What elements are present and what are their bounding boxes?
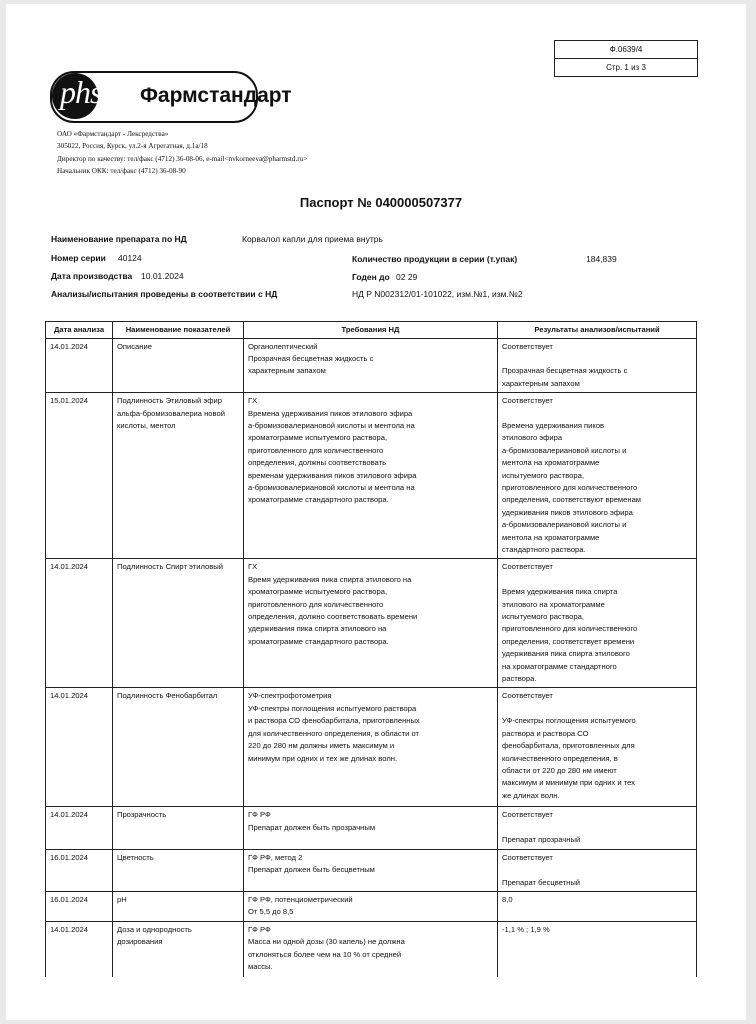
requirement-line: ГФ РФ bbox=[248, 924, 271, 934]
form-code: Ф.0639/4 bbox=[609, 45, 643, 54]
requirement-line: минимум при одних и тех же длинах волн. bbox=[248, 753, 398, 763]
result-line bbox=[502, 353, 692, 365]
requirement-line: Масса ни одной дозы (30 капель) не должна bbox=[248, 937, 405, 947]
results-cell bbox=[498, 338, 697, 393]
requirements-cell bbox=[244, 807, 498, 849]
result-line: Препарат бесцветный bbox=[502, 877, 581, 887]
indicator-name: Подлинность Фенобарбитал bbox=[113, 688, 244, 807]
requirement-line: хроматограмме стандартного раствора. bbox=[248, 636, 389, 646]
requirement-line: удерживания пика спирта этилового на bbox=[248, 624, 387, 634]
drug-name-label: Наименование препарата по НД bbox=[51, 234, 187, 244]
requirement-line: отклоняться более чем на 10 % от средней bbox=[248, 949, 402, 959]
result-line: максимум и минимум при одних и тех bbox=[502, 778, 635, 788]
requirement-line: массы. bbox=[248, 961, 273, 971]
requirement-line: а-бромизовалериановой кислоты и ментола на bbox=[248, 482, 415, 492]
pharmstandard-logo bbox=[50, 71, 292, 123]
table-row bbox=[46, 807, 697, 849]
result-line: ментола на хроматограмме bbox=[502, 532, 600, 542]
indicator-name: Подлинность Этиловый эфир альфа-бромизовалериа новой кислоты, ментол bbox=[113, 393, 244, 559]
requirement-line: хроматограмме испытуемого раствора, bbox=[248, 587, 388, 597]
requirement-line: характерным запахом bbox=[248, 366, 326, 376]
table-row bbox=[46, 849, 697, 891]
results-cell bbox=[498, 559, 697, 688]
tests-basis-label: Анализы/испытания проведены в соответствии с НД bbox=[51, 289, 278, 299]
document-page bbox=[6, 4, 746, 1020]
production-date-label: Дата производства bbox=[51, 271, 133, 281]
result-line: испытуемого раствора, bbox=[502, 612, 584, 622]
results-cell bbox=[498, 921, 697, 977]
table-header-row bbox=[46, 322, 697, 339]
tests-basis-value: НД Р N002312/01-101022, изм.№1, изм.№2 bbox=[352, 289, 523, 299]
result-line: Соответствует bbox=[502, 341, 553, 351]
requirement-line: 220 до 280 нм должны иметь максимум и bbox=[248, 741, 395, 751]
company-address: 305022, Россия, Курск, ул.2-я Агрегатная, д.1а/18 bbox=[57, 142, 208, 151]
result-line: УФ-спектры поглощения испытуемого bbox=[502, 716, 636, 726]
analysis-date: 16.01.2024 bbox=[46, 891, 113, 921]
result-line bbox=[502, 408, 692, 420]
result-line: а-бромизовалериановой кислоты и bbox=[502, 445, 627, 455]
requirement-line: приготовленного для количественного bbox=[248, 445, 384, 455]
header-requirements: Требования НД bbox=[244, 322, 498, 339]
expiry-label: Годен до bbox=[352, 272, 390, 282]
result-line bbox=[502, 864, 692, 876]
result-line: Время удерживания пика спирта bbox=[502, 587, 618, 597]
table-row bbox=[46, 559, 697, 688]
production-date-value: 10.01.2024 bbox=[141, 271, 184, 281]
result-line: определения, соответствует времени bbox=[502, 636, 635, 646]
page-counter: Стр. 1 из 3 bbox=[555, 58, 697, 76]
quantity-label: Количество продукции в серии (т.упак) bbox=[352, 254, 518, 264]
result-line: ментола на хроматограмме bbox=[502, 458, 600, 468]
requirement-line: Прозрачная бесцветная жидкость с bbox=[248, 353, 374, 363]
company-name: ОАО «Фармстандарт - Лексредства» bbox=[57, 130, 169, 138]
results-cell bbox=[498, 688, 697, 807]
requirement-line: определения, должны соответствовать bbox=[248, 458, 387, 468]
requirement-line: УФ-спектрофотометрия bbox=[248, 691, 332, 701]
series-value: 40124 bbox=[118, 253, 142, 263]
result-line: Соответствует bbox=[502, 810, 553, 820]
result-line: на хроматограмме стандартного bbox=[502, 661, 617, 671]
requirement-line: а-бромизовалериановой кислоты и ментола на bbox=[248, 420, 415, 430]
header-results: Результаты анализов/испытаний bbox=[498, 322, 697, 339]
result-line: приготовленного для количественного bbox=[502, 482, 638, 492]
header-indicator: Наименование показателей bbox=[113, 322, 244, 339]
result-line: Соответствует bbox=[502, 396, 553, 406]
results-cell bbox=[498, 891, 697, 921]
result-line: характерным запахом bbox=[502, 378, 580, 388]
result-line: раствора. bbox=[502, 674, 537, 684]
requirement-line: и раствора СО фенобарбитала, приготовленных bbox=[248, 716, 420, 726]
indicator-name: Доза и однородность дозирования bbox=[113, 921, 244, 977]
results-cell bbox=[498, 393, 697, 559]
result-line: же длинах волн. bbox=[502, 790, 560, 800]
table-body bbox=[46, 338, 697, 977]
result-line: раствора и раствора СО bbox=[502, 728, 589, 738]
logo-initials: phs bbox=[60, 74, 102, 110]
result-line: Соответствует bbox=[502, 691, 553, 701]
requirement-line: УФ-спектры поглощения испытуемого раствора bbox=[248, 703, 417, 713]
requirement-line: хроматограмме стандартного раствора. bbox=[248, 495, 389, 505]
requirements-cell bbox=[244, 559, 498, 688]
table-row bbox=[46, 338, 697, 393]
result-line bbox=[502, 703, 692, 715]
form-number-box bbox=[554, 40, 698, 77]
result-line: а-бромизовалериановой кислоты и bbox=[502, 520, 627, 530]
result-line: 8,0 bbox=[502, 894, 513, 904]
table-row bbox=[46, 688, 697, 807]
logo-name: Фармстандарт bbox=[140, 84, 292, 107]
requirement-line: ГХ bbox=[248, 562, 258, 572]
expiry-value: 02 29 bbox=[396, 272, 418, 282]
requirement-line: ГХ bbox=[248, 396, 258, 406]
indicator-name: Описание bbox=[113, 338, 244, 393]
result-line: стандартного раствора. bbox=[502, 545, 586, 554]
result-line bbox=[502, 574, 692, 586]
requirement-line: ГФ РФ, потенциометрический bbox=[248, 894, 353, 904]
analysis-date: 14.01.2024 bbox=[46, 807, 113, 849]
result-line bbox=[502, 822, 692, 834]
analysis-table bbox=[45, 321, 697, 977]
result-line: Времена удерживания пиков bbox=[502, 420, 605, 430]
requirements-cell bbox=[244, 891, 498, 921]
result-line: фенобарбитала, приготовленных для bbox=[502, 741, 635, 751]
requirement-line: Препарат должен быть прозрачным bbox=[248, 822, 376, 832]
indicator-name: Цветность bbox=[113, 849, 244, 891]
result-line: Соответствует bbox=[502, 562, 553, 572]
drug-name-value: Корвалол капли для приема внутрь bbox=[242, 234, 383, 244]
analysis-date: 14.01.2024 bbox=[46, 921, 113, 977]
table-row bbox=[46, 393, 697, 559]
requirement-line: ГФ РФ bbox=[248, 810, 271, 820]
requirements-cell bbox=[244, 921, 498, 977]
quantity-value: 184,839 bbox=[586, 254, 617, 264]
requirements-cell bbox=[244, 688, 498, 807]
requirement-line: определения, должно соответствовать времени bbox=[248, 612, 418, 622]
result-line: определения, соответствуют временам bbox=[502, 495, 642, 505]
results-cell bbox=[498, 807, 697, 849]
requirement-line: временам удерживания пиков этилового эфира bbox=[248, 470, 417, 480]
result-line: -1,1 % ; 1,9 % bbox=[502, 924, 550, 934]
requirement-line: Время удерживания пика спирта этилового на bbox=[248, 574, 412, 584]
requirements-cell bbox=[244, 393, 498, 559]
requirement-line: для количественного определения, в области от bbox=[248, 728, 420, 738]
result-line: испытуемого раствора, bbox=[502, 470, 584, 480]
series-label: Номер серии bbox=[51, 253, 106, 263]
indicator-name: pH bbox=[113, 891, 244, 921]
requirement-line: От 5,5 до 8,5 bbox=[248, 907, 294, 917]
requirements-cell bbox=[244, 849, 498, 891]
analysis-date: 16.01.2024 bbox=[46, 849, 113, 891]
analysis-date: 14.01.2024 bbox=[46, 559, 113, 688]
requirement-line: Препарат должен быть бесцветным bbox=[248, 865, 375, 875]
requirement-line: ГФ РФ, метод 2 bbox=[248, 852, 303, 862]
table-row bbox=[46, 921, 697, 977]
requirement-line: Органолептический bbox=[248, 341, 318, 351]
quality-director-contact: Директор по качеству: тел/факс (4712) 36-08-06, e-mail<nvkorneeva@pharmstd.ru> bbox=[57, 154, 308, 163]
table-row bbox=[46, 891, 697, 921]
result-line: удерживания пиков этилового эфира bbox=[502, 507, 633, 517]
indicator-name: Подлинность Спирт этиловый bbox=[113, 559, 244, 688]
analysis-date: 14.01.2024 bbox=[46, 688, 113, 807]
requirement-line: хроматограмме испытуемого раствора, bbox=[248, 433, 388, 443]
result-line: Прозрачная бесцветная жидкость с bbox=[502, 366, 628, 376]
header-date: Дата анализа bbox=[46, 322, 113, 339]
requirement-line: Времена удерживания пиков этилового эфира bbox=[248, 408, 413, 418]
results-cell bbox=[498, 849, 697, 891]
analysis-date: 14.01.2024 bbox=[46, 338, 113, 393]
result-line: области от 220 до 280 нм имеют bbox=[502, 765, 617, 775]
analysis-date: 15.01.2024 bbox=[46, 393, 113, 559]
okk-head-contact: Начальник ОКК: тел/факс (4712) 36-08-90 bbox=[57, 166, 186, 175]
result-line: Препарат прозрачный bbox=[502, 835, 581, 845]
indicator-name: Прозрачность bbox=[113, 807, 244, 849]
company-info bbox=[57, 128, 307, 177]
result-line: Соответствует bbox=[502, 852, 553, 862]
result-line: приготовленного для количественного bbox=[502, 624, 638, 634]
result-line: этилового на хроматограмме bbox=[502, 599, 605, 609]
result-line: количественного определения, в bbox=[502, 753, 618, 763]
result-line: этилового эфира bbox=[502, 433, 563, 443]
requirement-line: приготовленного для количественного bbox=[248, 599, 384, 609]
requirements-cell bbox=[244, 338, 498, 393]
result-line: удерживания пика спирта этилового bbox=[502, 649, 630, 659]
passport-title: Паспорт № 040000507377 bbox=[299, 195, 463, 210]
